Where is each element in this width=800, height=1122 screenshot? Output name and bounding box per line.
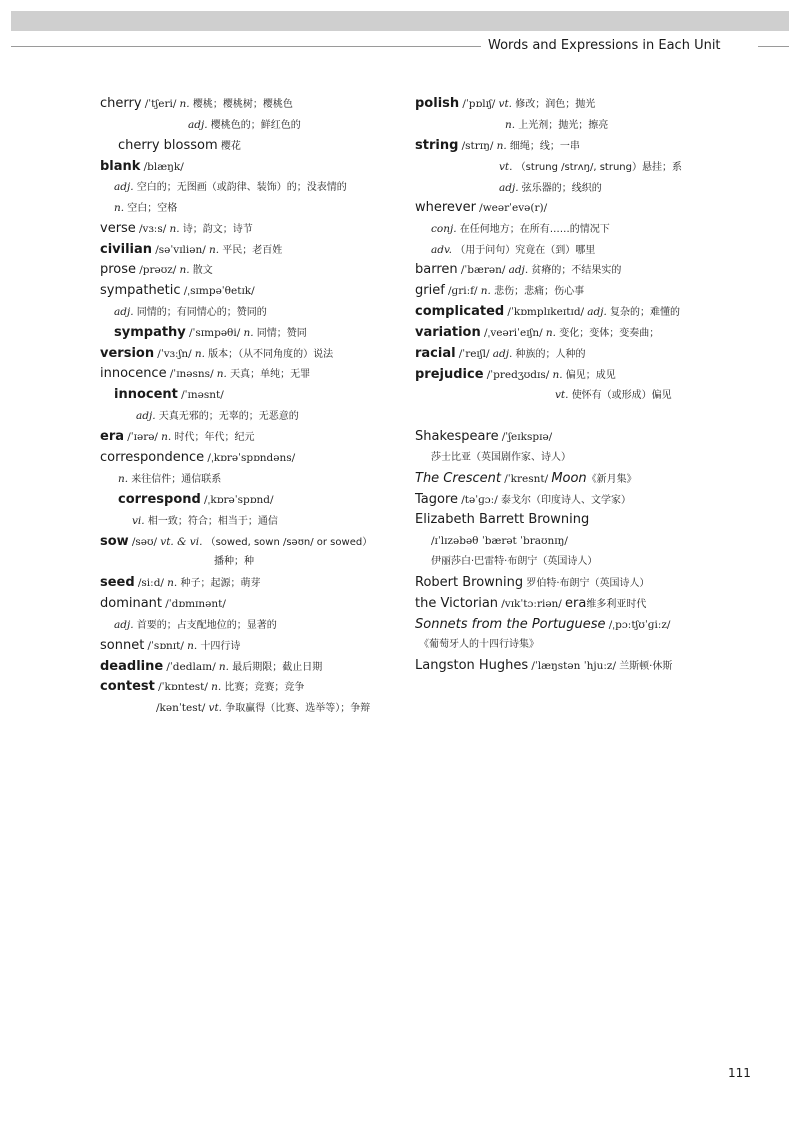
entry-line <box>415 323 659 344</box>
phonetic: /prəʊz/ <box>139 264 177 276</box>
entry-line <box>100 281 255 302</box>
part-of-speech: n. <box>194 348 205 360</box>
phonetic: /strɪŋ/ <box>461 140 494 152</box>
phonetic: /ˈtʃeri/ <box>144 98 177 110</box>
entry-line <box>499 157 682 178</box>
entry-line <box>100 677 304 698</box>
part-of-speech: vt. & vi. <box>160 536 203 548</box>
headword: version <box>100 346 155 361</box>
definition: 平民；老百姓 <box>222 245 283 256</box>
definition: 悲伤；悲痛；伤心事 <box>494 286 585 297</box>
entry-line <box>118 490 273 511</box>
part-of-speech: n. <box>187 640 198 652</box>
entry-line <box>505 115 608 136</box>
entry-line <box>100 94 293 115</box>
definition: 复杂的；难懂的 <box>610 307 681 318</box>
entry-line <box>100 594 226 615</box>
entry-line <box>415 94 595 115</box>
phonetic: /vɪkˈtɔːriən/ <box>501 598 562 610</box>
phonetic: /ˌkɒrəˈspɒnd/ <box>204 494 274 506</box>
part-of-speech: adj. <box>188 119 208 131</box>
phonetic: /səʊ/ <box>131 536 158 548</box>
headword: sympathy <box>114 325 186 340</box>
part-of-speech: n. <box>208 244 220 256</box>
phonetic: /vɜːs/ <box>139 223 167 235</box>
definition: 贫瘠的；不结果实的 <box>531 265 622 276</box>
headword: prose <box>100 262 137 277</box>
part-of-speech: vt. <box>499 161 513 173</box>
header-rule-left <box>11 46 481 47</box>
definition: 维多利亚时代 <box>586 599 647 610</box>
part-of-speech: vt. <box>208 702 223 714</box>
part-of-speech: n. <box>243 327 254 339</box>
definition: 上光剂；抛光；擦亮 <box>518 120 609 131</box>
definition: 来往信件；通信联系 <box>131 474 222 485</box>
phonetic: /ˈsɪmpəθi/ <box>188 327 241 339</box>
part-of-speech: n. <box>161 431 172 443</box>
headword: blank <box>100 159 141 174</box>
entry-line <box>415 281 584 302</box>
headword: dominant <box>100 596 163 611</box>
entry-line <box>114 177 347 198</box>
part-of-speech: n. <box>505 119 516 131</box>
phonetic: /ˌpɔːtʃʊˈɡiːz/ <box>608 619 671 631</box>
headword: Shakespeare <box>415 429 499 444</box>
headword-continued: Moon <box>551 471 587 486</box>
entry-line <box>415 365 616 386</box>
definition: 莎士比亚（英国剧作家、诗人） <box>431 452 571 463</box>
definition: 天真；单纯；无罪 <box>230 369 311 380</box>
entry-line <box>100 240 282 261</box>
entry-line <box>114 198 177 219</box>
top-gray-bar <box>11 11 789 31</box>
phonetic: /ˈʃeɪkspɪə/ <box>501 431 553 443</box>
definition: 同情的；有同情心的；赞同的 <box>136 307 267 318</box>
phonetic: /ˈdedlaɪn/ <box>166 661 216 673</box>
entry-line <box>100 573 260 594</box>
part-of-speech: adj. <box>114 619 134 631</box>
definition: 变化；变体；变奏曲； <box>559 328 660 339</box>
phonetic: /səˈvɪliən/ <box>155 244 206 256</box>
phonetic: /ˈpɒlɪʃ/ <box>462 98 496 110</box>
phonetic: /ˌsɪmpəˈθetɪk/ <box>183 285 255 297</box>
entry-line <box>100 427 254 448</box>
part-of-speech: n. <box>169 223 180 235</box>
headword: sympathetic <box>100 283 181 298</box>
headword: deadline <box>100 659 164 674</box>
entry-line <box>188 115 301 136</box>
phonetic: /ɡriːf/ <box>447 285 478 297</box>
entry-line <box>415 615 670 636</box>
headword: racial <box>415 346 456 361</box>
entry-line <box>431 531 568 552</box>
definition: 使怀有（或形成）偏见 <box>571 390 672 401</box>
part-of-speech: adj. <box>508 264 529 276</box>
headword: variation <box>415 325 481 340</box>
entry-line <box>415 136 580 157</box>
headword: complicated <box>415 304 505 319</box>
phonetic: /təˈɡɔː/ <box>461 494 498 506</box>
part-of-speech: vt. <box>498 98 513 110</box>
entry-line <box>100 157 184 178</box>
part-of-speech: n. <box>114 202 125 214</box>
phonetic: /ˈdɒmɪnənt/ <box>165 598 226 610</box>
part-of-speech: adj. <box>136 410 156 422</box>
phonetic: /ˈkresnt/ <box>504 473 549 485</box>
entry-line <box>100 344 333 365</box>
phonetic: /siːd/ <box>137 577 164 589</box>
part-of-speech: n. <box>179 264 190 276</box>
entry-line <box>118 136 241 157</box>
phonetic: /ˈreɪʃl/ <box>458 348 490 360</box>
part-of-speech: adj. <box>114 181 134 193</box>
phonetic: /ˌkɒrəˈspɒndəns/ <box>207 452 296 464</box>
entry-line <box>156 698 370 719</box>
entry-line <box>114 302 267 323</box>
part-of-speech: n. <box>496 140 507 152</box>
headword: the Victorian <box>415 596 499 611</box>
definition: 细绳；线；一串 <box>509 141 580 152</box>
headword: innocence <box>100 366 167 381</box>
part-of-speech: conj. <box>431 223 457 235</box>
phonetic: /ˈvɜːʃn/ <box>157 348 192 360</box>
part-of-speech: n. <box>118 473 129 485</box>
phonetic: /ˈpredʒʊdɪs/ <box>486 369 550 381</box>
entry-line <box>132 511 278 532</box>
definition: 散文 <box>192 265 213 276</box>
entry-line <box>100 260 213 281</box>
definition: 弦乐器的；线织的 <box>521 183 602 194</box>
headword: sow <box>100 534 129 549</box>
definition: 十四行诗 <box>200 641 241 652</box>
headword: sonnet <box>100 638 145 653</box>
entry-line <box>114 385 224 406</box>
page-number: 111 <box>728 1066 751 1080</box>
entry-line <box>136 406 299 427</box>
entry-line <box>419 635 539 655</box>
definition: 《新月集》 <box>586 474 637 485</box>
part-of-speech: n. <box>211 681 222 693</box>
phonetic: /ˈsɒnɪt/ <box>147 640 184 652</box>
entry-line <box>415 344 585 365</box>
headword: polish <box>415 96 460 111</box>
headword: The Crescent <box>415 471 501 486</box>
entry-line <box>555 385 672 406</box>
headword: correspond <box>118 492 201 507</box>
entry-line <box>415 198 547 219</box>
phonetic: /blæŋk/ <box>143 161 184 173</box>
entry-line <box>415 594 646 615</box>
entry-line <box>431 240 595 261</box>
phonetic: /ˈbærən/ <box>460 264 506 276</box>
definition: （用于问句）究竟在（到）哪里 <box>455 245 596 256</box>
definition: 播种；种 <box>214 556 254 567</box>
part-of-speech: n. <box>216 368 227 380</box>
phonetic: /ˈkɒntest/ <box>158 681 208 693</box>
part-of-speech: adj. <box>499 182 519 194</box>
entry-line <box>415 469 637 490</box>
headword: cherry blossom <box>118 138 218 153</box>
definition: 天真无邪的；无辜的；无恶意的 <box>158 411 299 422</box>
headword: Robert Browning <box>415 575 524 590</box>
definition: 首要的；占支配地位的；显著的 <box>136 620 277 631</box>
phonetic: /ˌveəriˈeɪʃn/ <box>483 327 543 339</box>
part-of-speech: n. <box>480 285 491 297</box>
definition: 争取赢得（比赛、选举等）；争辩 <box>225 703 371 714</box>
definition: 空白；空格 <box>127 203 178 214</box>
headword: era <box>100 429 125 444</box>
headword: cherry <box>100 96 142 111</box>
entry-line <box>100 532 372 553</box>
headword: barren <box>415 262 458 277</box>
part-of-speech: n. <box>545 327 557 339</box>
headword: wherever <box>415 200 476 215</box>
definition: 偏见；成见 <box>565 370 616 381</box>
phonetic: /ˈlæŋstən ˈhjuːz/ <box>531 660 616 672</box>
part-of-speech: adj. <box>587 306 607 318</box>
running-header-title: Words and Expressions in Each Unit <box>488 38 721 53</box>
definition: 种族的；人种的 <box>515 349 586 360</box>
headword-continued: era <box>565 596 587 611</box>
entry-line <box>431 448 571 468</box>
entry-line <box>431 219 610 240</box>
definition: 兰斯顿·休斯 <box>619 661 673 672</box>
definition: 伊丽莎白·巴雷特·布朗宁（英国诗人） <box>431 556 598 567</box>
definition: 樱花 <box>220 141 241 152</box>
part-of-speech: adj. <box>492 348 513 360</box>
part-of-speech: vt. <box>555 389 569 401</box>
headword: seed <box>100 575 135 590</box>
header-rule-right <box>758 46 789 47</box>
entry-line <box>415 573 650 594</box>
definition: 泰戈尔（印度诗人、文学家） <box>500 495 631 506</box>
headword: Sonnets from the Portuguese <box>415 617 606 632</box>
definition: 诗；韵文；诗节 <box>182 224 253 235</box>
definition: 《葡萄牙人的十四行诗集》 <box>419 639 539 650</box>
phonetic: /ɪˈlɪzəbəθ ˈbærət ˈbraʊnɪŋ/ <box>431 535 568 547</box>
entry-line <box>415 490 631 511</box>
headword: Tagore <box>415 492 459 507</box>
phonetic: /ˈkɒmplɪkeɪtɪd/ <box>507 306 585 318</box>
part-of-speech: n. <box>218 661 230 673</box>
definition: 修改；润色；抛光 <box>515 99 596 110</box>
definition: （sowed, sown /səʊn/ or sowed） <box>205 537 373 548</box>
entry-line <box>100 448 295 469</box>
part-of-speech: n. <box>167 577 178 589</box>
entry-line <box>100 364 310 385</box>
definition: 比赛；竞赛；竞争 <box>224 682 305 693</box>
entry-line <box>100 219 253 240</box>
headword: innocent <box>114 387 178 402</box>
entry-line <box>100 657 322 678</box>
definition: 罗伯特·布朗宁（英国诗人） <box>526 578 650 589</box>
part-of-speech: n. <box>552 369 563 381</box>
part-of-speech: n. <box>179 98 190 110</box>
headword: verse <box>100 221 136 236</box>
definition: 樱桃；樱桃树；樱桃色 <box>192 99 293 110</box>
part-of-speech: adv. <box>431 244 453 256</box>
definition: 同情；赞同 <box>256 328 307 339</box>
entry-line <box>114 615 277 636</box>
part-of-speech: vi. <box>132 515 145 527</box>
headword: civilian <box>100 242 153 257</box>
entry-line <box>431 552 597 572</box>
entry-line <box>415 302 680 323</box>
part-of-speech: adj. <box>114 306 134 318</box>
headword: prejudice <box>415 367 484 382</box>
phonetic: /ˈɪərə/ <box>127 431 158 443</box>
headword: correspondence <box>100 450 205 465</box>
entry-line <box>114 323 307 344</box>
entry-line <box>499 178 602 199</box>
entry-line <box>415 260 621 281</box>
phonetic: /ˈɪnəsnt/ <box>181 389 224 401</box>
phonetic: /kənˈtest/ <box>156 702 206 714</box>
definition: 版本；（从不同角度的）说法 <box>208 349 334 360</box>
headword: Elizabeth Barrett Browning <box>415 512 590 527</box>
entry-line <box>415 656 672 677</box>
phonetic: /ˈɪnəsns/ <box>169 368 214 380</box>
headword: string <box>415 138 459 153</box>
headword: contest <box>100 679 155 694</box>
headword: grief <box>415 283 445 298</box>
entry-line <box>118 469 221 490</box>
definition: 樱桃色的；鲜红色的 <box>210 120 301 131</box>
entry-line <box>415 427 552 448</box>
definition: 空白的；无图画（或韵律、装饰）的；没表情的 <box>136 182 347 193</box>
definition: （strung /strʌŋ/, strung）悬挂；系 <box>515 162 682 173</box>
definition: 种子；起源；萌芽 <box>180 578 261 589</box>
definition: 在任何地方；在所有……的情况下 <box>459 224 610 235</box>
headword: Langston Hughes <box>415 658 529 673</box>
entry-line <box>100 636 240 657</box>
definition: 时代；年代；纪元 <box>174 432 255 443</box>
entry-line <box>415 510 589 531</box>
definition: 相一致；符合；相当于；通信 <box>147 516 278 527</box>
entry-line <box>214 552 254 572</box>
definition: 最后期限；截止日期 <box>232 662 323 673</box>
phonetic: /weərˈevə(r)/ <box>479 202 548 214</box>
